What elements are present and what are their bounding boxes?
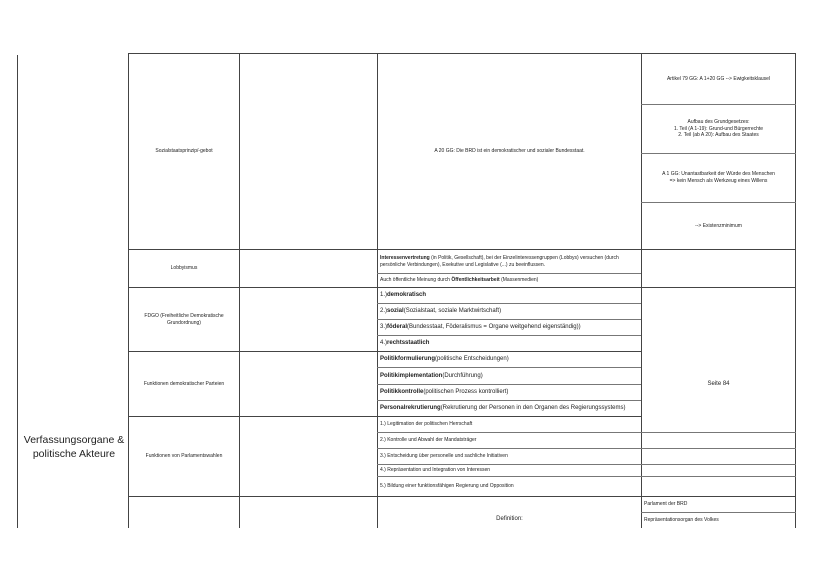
item-term: demokratisch	[387, 292, 427, 299]
item-term: rechtsstaatlich	[387, 340, 430, 347]
item-text: (politische Entscheidungen)	[435, 356, 509, 363]
note-line: 2. Teil (ab A 20): Aufbau des Staates	[678, 132, 759, 139]
definition-label: Definition:	[496, 515, 523, 522]
note-aufbau-grundgesetz	[642, 105, 795, 153]
item-text: (Rekrutierung der Personen in den Organen des Regierungssystems)	[440, 405, 626, 412]
definition-text: (in Politik, Gesellschaft), bei der Einzelinteressengruppen (Lobbys) versuchen (durch	[429, 255, 619, 262]
note-repraesentation: Repräsentationsorgan des Volkes	[644, 517, 719, 524]
item-term: Politikkontrolle	[380, 389, 424, 396]
fdgo-item-3	[378, 320, 641, 335]
concept-fdgo	[129, 288, 239, 351]
term-oeffentlichkeitsarbeit: Öffentlichkeitsarbeit	[451, 277, 500, 284]
item-term: sozial	[387, 308, 404, 315]
wahlen-item-3: 3.) Entscheidung über personelle und sachliche Initiativen	[380, 453, 508, 460]
wahlen-item-5: 5.) Bildung einer funktionsfähigen Regierung und Opposition	[380, 483, 514, 490]
parteien-item-2	[378, 368, 641, 384]
section-heading: Verfassungsorgane & politische Akteure	[23, 434, 125, 460]
fdgo-item-2	[378, 304, 641, 319]
definition-sozialstaat: A 20 GG: Die BRD ist ein demokratischer und sozialer Bundesstaat.	[434, 148, 585, 155]
definition-text: Auch öffentliche Meinung durch	[380, 277, 452, 284]
item-text: (politischen Prozess kontrolliert)	[423, 389, 509, 396]
definition-line	[380, 255, 619, 262]
parteien-item-4	[378, 401, 641, 416]
item-term: Politikformulierung	[380, 356, 436, 363]
note-menschenwuerde	[642, 154, 795, 202]
concept-lobbyismus: Lobbyismus	[170, 265, 198, 272]
page-reference: Seite 84	[707, 380, 730, 387]
note-ewigkeitsklausel: Artikel 79 GG: A 1+20 GG --> Ewigkeitsklausel	[666, 75, 771, 82]
item-number: 2.)	[380, 308, 388, 315]
definition-lobbyismus	[378, 251, 641, 273]
concept-line: FDGO (Freiheitliche Demokratische	[144, 312, 224, 319]
wahlen-item-1: 1.) Legitimation der politischen Herrschaft	[380, 421, 473, 428]
item-number: 1.)	[380, 292, 388, 299]
wahlen-item-4: 4.) Repräsentation und Integration von Interessen	[380, 467, 491, 474]
definition-line	[380, 277, 538, 284]
definition-lobbyismus-extra	[378, 274, 641, 287]
note-line: => kein Mensch als Werkzeug eines Willens	[669, 178, 768, 184]
definition-line: persönliche Verbindungen), Exekutive und Legislative (...) zu beeinflussen.	[380, 262, 546, 268]
item-text: (Sozialstaat, soziale Marktwirtschaft)	[403, 308, 502, 315]
table-col-divider-1	[239, 53, 240, 528]
note-line: 1. Teil (A 1-19): Grund-und Bürgerrechte	[673, 125, 764, 132]
definition-text: (Massenmedien)	[499, 277, 539, 284]
item-term: föderal	[387, 324, 408, 331]
fdgo-item-4	[378, 336, 641, 351]
concept-wahlen: Funktionen von Parlamentswahlen	[145, 453, 223, 460]
item-number: 4.)	[380, 340, 388, 347]
concept-parteien: Funktionen demokratischer Parteien	[143, 380, 225, 387]
note-existenzminimum: --> Existenzminimum	[695, 222, 742, 229]
parteien-item-1	[378, 352, 641, 367]
item-term: Politikimplementation	[380, 372, 443, 379]
concept-sozialstaat: Sozialstaatsprinzip/-gebot	[155, 148, 213, 155]
left-margin-line	[17, 55, 18, 528]
fdgo-item-1	[378, 288, 641, 303]
item-number: 3.)	[380, 324, 388, 331]
wahlen-item-2: 2.) Kontrolle und Abwahl der Mandatsträger	[380, 437, 477, 444]
note-line: A 1 GG: Unantastbarkeit der Würde des Menschen	[662, 171, 775, 178]
item-term: Personalrekrutierung	[380, 405, 441, 412]
concept-line: Grundordnung)	[167, 319, 201, 326]
table-border-right	[795, 53, 796, 528]
parteien-item-3	[378, 385, 641, 400]
note-parlament: Parlament der BRD	[644, 501, 688, 508]
note-line: Aufbau des Grundgesetzes:	[687, 119, 750, 126]
item-text: (Bundesstaat, Föderalismus = Organe weitgehend eigenständig))	[407, 324, 581, 331]
item-text: (Durchführung)	[442, 372, 483, 379]
term-interessenvertretung: Interessenvertretung	[380, 255, 430, 262]
